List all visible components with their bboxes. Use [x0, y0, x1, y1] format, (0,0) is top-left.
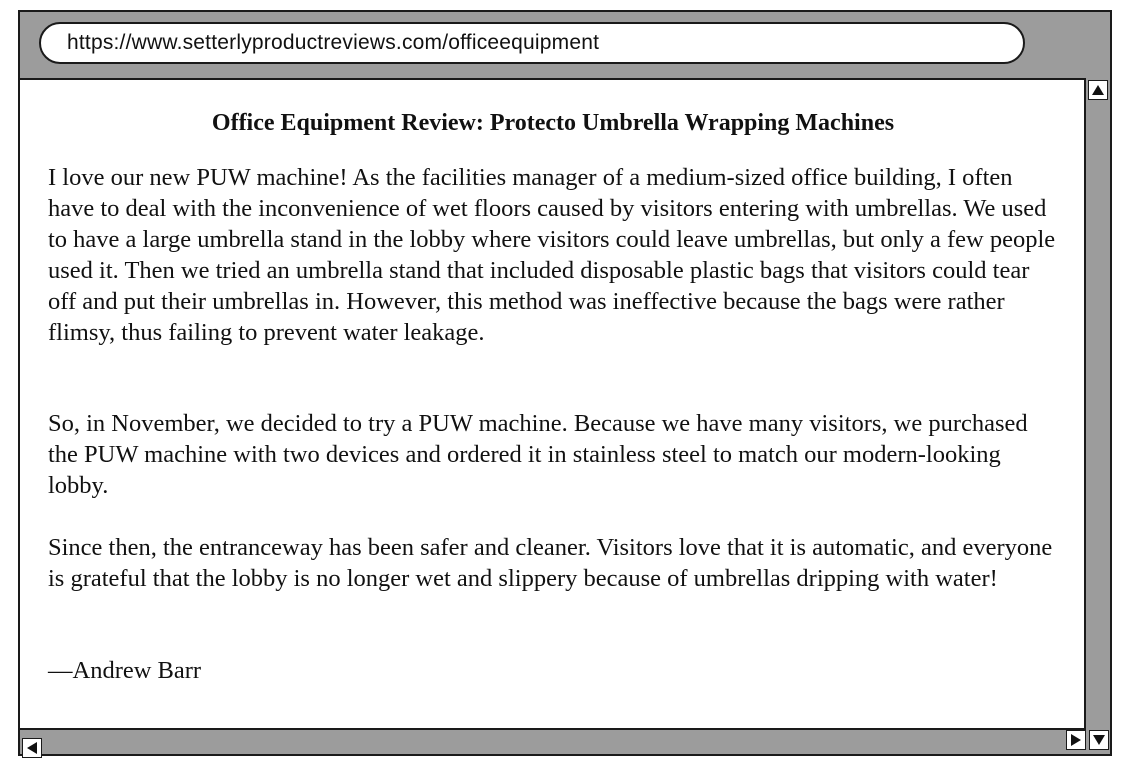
browser-window — [18, 10, 1112, 756]
address-bar[interactable] — [39, 22, 1025, 64]
scroll-right-button[interactable] — [1066, 730, 1086, 750]
article-paragraph-2: So, in November, we decided to try a PUW machine. Because we have many visitors, we purchased the PUW machine with two devices and ordered it in stainless steel to match our modern-looking lobby. — [48, 410, 1028, 499]
url-text[interactable]: https://www.setterlyproductreviews.com/officeequipment — [67, 31, 600, 54]
article-signature: —Andrew Barr — [48, 657, 202, 684]
triangle-right-icon — [1071, 734, 1081, 746]
triangle-down-icon — [1093, 735, 1105, 745]
article-title: Office Equipment Review: Protecto Umbrella Wrapping Machines — [211, 110, 895, 136]
scroll-left-button[interactable] — [22, 738, 42, 758]
scroll-down-button[interactable] — [1089, 730, 1109, 750]
triangle-up-icon — [1092, 85, 1104, 95]
article-paragraph-1: I love our new PUW machine! As the facilities manager of a medium-sized office building, I often have to deal with the inconvenience of wet floors caused by visitors entering with umbrellas. We used to have a large umbrella stand in the lobby where visitors could leave umbrellas, but only a few people used it. Then we tried an umbrella stand that included disposable plastic bags that visitors could tear off and put their umbrellas in. However, this method was ineffective because the bags were rather flimsy, thus failing to prevent water leakage. — [48, 164, 1056, 346]
article-paragraph-3: Since then, the entranceway has been safer and cleaner. Visitors love that it is automatic, and everyone is grateful that the lobby is no longer wet and slippery because of umbrellas dripping with water! — [48, 534, 1053, 592]
triangle-left-icon — [27, 742, 37, 754]
vertical-scrollbar[interactable] — [1086, 78, 1110, 730]
page-content — [20, 78, 1086, 730]
scroll-up-button[interactable] — [1088, 80, 1108, 100]
